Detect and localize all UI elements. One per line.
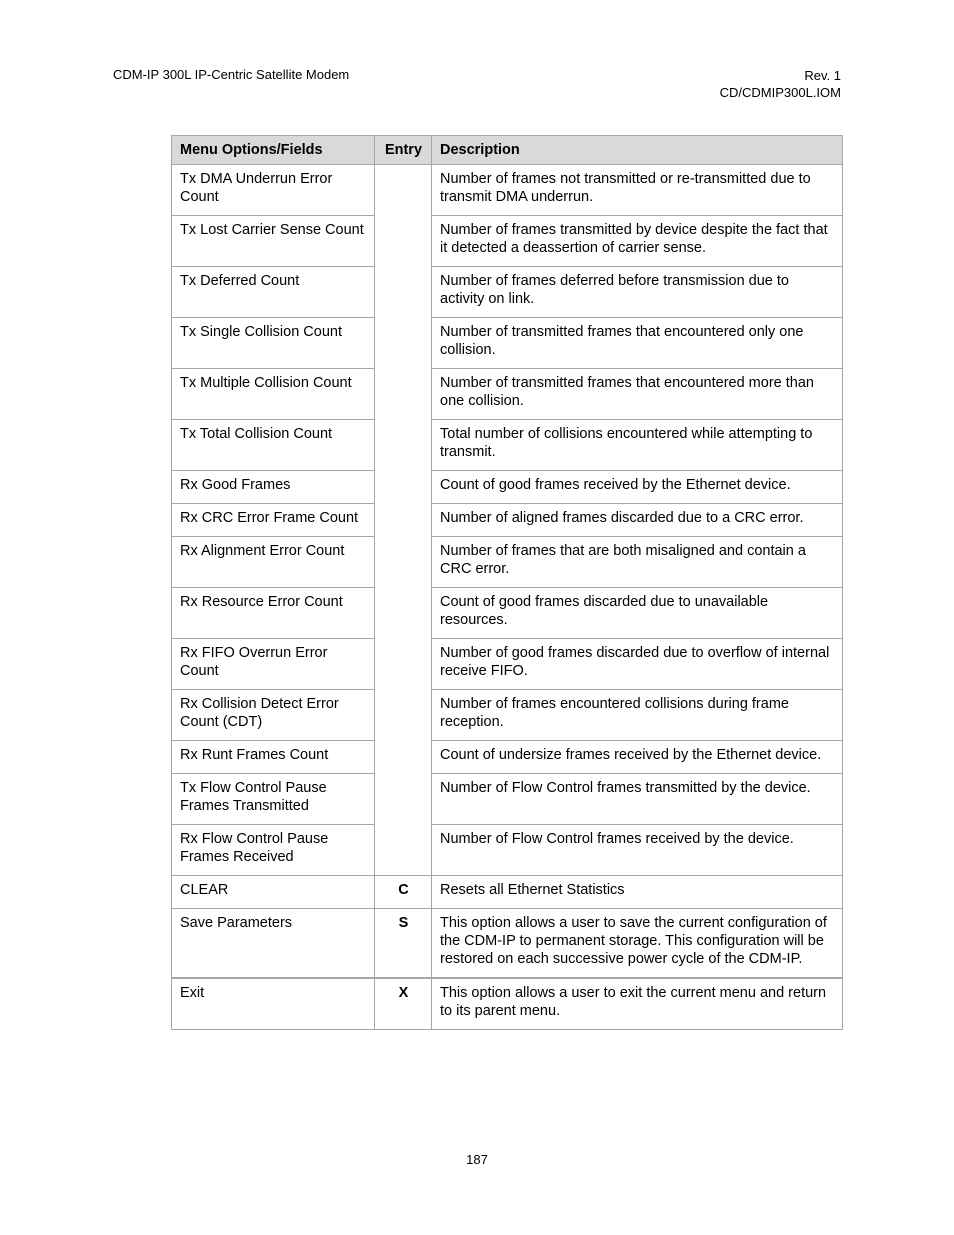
entry-key xyxy=(375,420,432,471)
field-name: Rx Resource Error Count xyxy=(172,588,375,639)
table-row xyxy=(172,909,843,979)
entry-key xyxy=(375,690,432,741)
entry-key xyxy=(375,774,432,825)
table-row xyxy=(172,588,843,639)
entry-key xyxy=(375,165,432,216)
table-row xyxy=(172,216,843,267)
table-row xyxy=(172,504,843,537)
column-header-entry: Entry xyxy=(375,136,432,165)
field-description: This option allows a user to save the current configuration of the CDM-IP to permanent storage. This configuration will be restored on each successive power cycle of the CDM-IP. xyxy=(432,909,843,979)
column-header-fields: Menu Options/Fields xyxy=(172,136,375,165)
table-row xyxy=(172,690,843,741)
header-revision: Rev. 1 xyxy=(804,68,841,83)
field-description: Number of aligned frames discarded due to a CRC error. xyxy=(432,504,843,537)
field-name: Tx DMA Underrun Error Count xyxy=(172,165,375,216)
table-row xyxy=(172,471,843,504)
menu-options-table xyxy=(171,135,843,1030)
field-name: Tx Multiple Collision Count xyxy=(172,369,375,420)
table-row xyxy=(172,774,843,825)
table-row xyxy=(172,639,843,690)
table-row xyxy=(172,165,843,216)
field-name: Tx Single Collision Count xyxy=(172,318,375,369)
field-description: Count of good frames received by the Ethernet device. xyxy=(432,471,843,504)
table-row xyxy=(172,978,843,1030)
field-name: Rx Runt Frames Count xyxy=(172,741,375,774)
field-description: This option allows a user to exit the current menu and return to its parent menu. xyxy=(432,978,843,1030)
entry-key: S xyxy=(375,909,432,979)
field-name: Rx Flow Control Pause Frames Received xyxy=(172,825,375,876)
field-description: Number of transmitted frames that encountered only one collision. xyxy=(432,318,843,369)
field-description: Number of frames deferred before transmission due to activity on link. xyxy=(432,267,843,318)
table-row xyxy=(172,741,843,774)
entry-key xyxy=(375,471,432,504)
header-doc-info xyxy=(720,67,841,101)
field-description: Count of undersize frames received by the Ethernet device. xyxy=(432,741,843,774)
field-description: Number of frames not transmitted or re-transmitted due to transmit DMA underrun. xyxy=(432,165,843,216)
entry-key xyxy=(375,216,432,267)
entry-key xyxy=(375,639,432,690)
table-row xyxy=(172,537,843,588)
field-name: Rx Good Frames xyxy=(172,471,375,504)
table-row xyxy=(172,825,843,876)
entry-key xyxy=(375,267,432,318)
entry-key: C xyxy=(375,876,432,909)
field-description: Number of Flow Control frames received by the device. xyxy=(432,825,843,876)
table-row xyxy=(172,369,843,420)
entry-key xyxy=(375,537,432,588)
entry-key: X xyxy=(375,978,432,1030)
entry-key xyxy=(375,318,432,369)
entry-key xyxy=(375,369,432,420)
field-name: Tx Deferred Count xyxy=(172,267,375,318)
table-row xyxy=(172,876,843,909)
table-row xyxy=(172,267,843,318)
field-name: Rx FIFO Overrun Error Count xyxy=(172,639,375,690)
field-description: Count of good frames discarded due to unavailable resources. xyxy=(432,588,843,639)
field-name: Exit xyxy=(172,978,375,1030)
entry-key xyxy=(375,588,432,639)
header-document-id: CD/CDMIP300L.IOM xyxy=(719,85,841,100)
field-description: Number of good frames discarded due to overflow of internal receive FIFO. xyxy=(432,639,843,690)
field-description: Total number of collisions encountered while attempting to transmit. xyxy=(432,420,843,471)
field-description: Number of frames that are both misaligned and contain a CRC error. xyxy=(432,537,843,588)
field-name: Tx Lost Carrier Sense Count xyxy=(172,216,375,267)
entry-key xyxy=(375,825,432,876)
field-description: Number of transmitted frames that encountered more than one collision. xyxy=(432,369,843,420)
entry-key xyxy=(375,741,432,774)
field-description: Number of frames transmitted by device despite the fact that it detected a deassertion of carrier sense. xyxy=(432,216,843,267)
field-description: Resets all Ethernet Statistics xyxy=(432,876,843,909)
header-title: CDM-IP 300L IP-Centric Satellite Modem xyxy=(113,67,350,82)
field-name: CLEAR xyxy=(172,876,375,909)
field-name: Tx Flow Control Pause Frames Transmitted xyxy=(172,774,375,825)
field-name: Rx CRC Error Frame Count xyxy=(172,504,375,537)
field-name: Rx Alignment Error Count xyxy=(172,537,375,588)
table-header-row xyxy=(172,136,843,165)
column-header-description: Description xyxy=(432,136,843,165)
table-row xyxy=(172,318,843,369)
entry-key xyxy=(375,504,432,537)
field-name: Rx Collision Detect Error Count (CDT) xyxy=(172,690,375,741)
field-description: Number of frames encountered collisions during frame reception. xyxy=(432,690,843,741)
field-name: Save Parameters xyxy=(172,909,375,979)
field-name: Tx Total Collision Count xyxy=(172,420,375,471)
page-number: 187 xyxy=(466,1152,488,1167)
field-description: Number of Flow Control frames transmitted by the device. xyxy=(432,774,843,825)
table-row xyxy=(172,420,843,471)
